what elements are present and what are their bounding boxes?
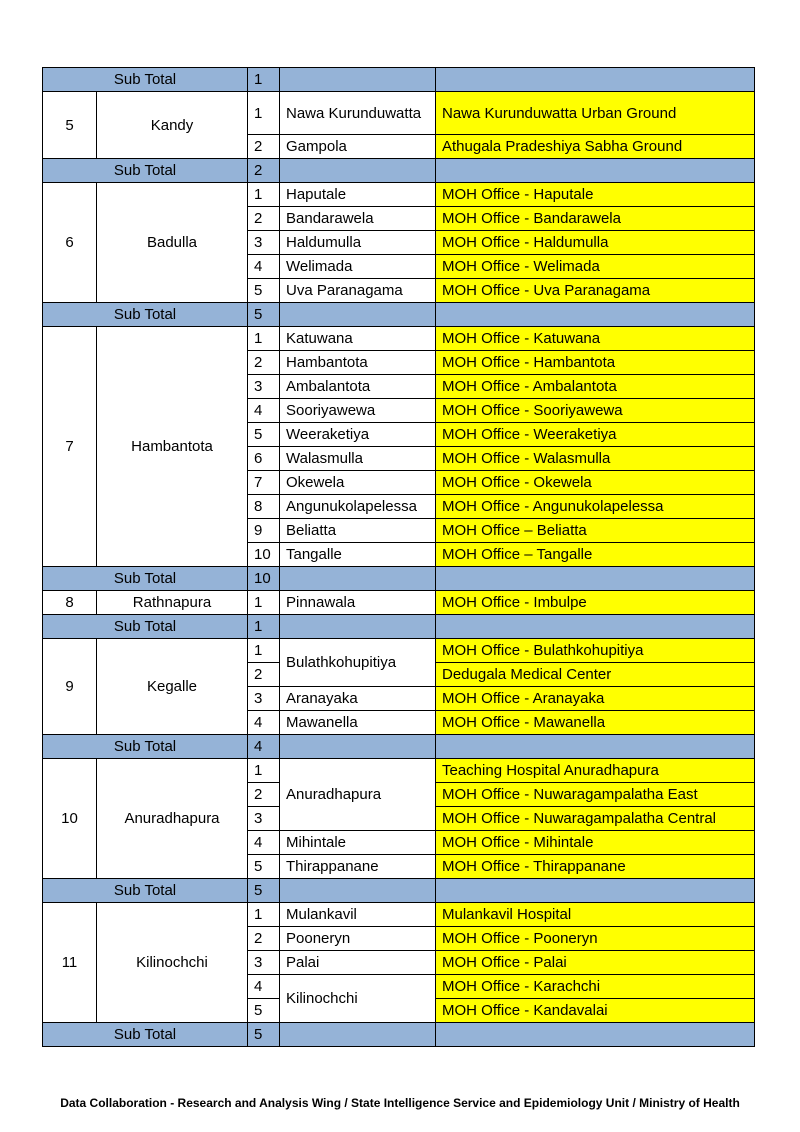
- venue-name: MOH Office – Beliatta: [436, 519, 755, 543]
- venue-name: MOH Office - Nuwaragampalatha Central: [436, 807, 755, 831]
- subtotal-value: 5: [248, 879, 280, 903]
- row-index: 3: [248, 687, 280, 711]
- subtotal-blank: [436, 303, 755, 327]
- subtotal-row: [43, 1023, 755, 1047]
- district-number: 5: [43, 92, 97, 159]
- row-index: 9: [248, 519, 280, 543]
- subtotal-row: [43, 303, 755, 327]
- venue-name: MOH Office - Walasmulla: [436, 447, 755, 471]
- area-name: Sooriyawewa: [280, 399, 436, 423]
- row-index: 2: [248, 207, 280, 231]
- venue-name: MOH Office - Welimada: [436, 255, 755, 279]
- subtotal-value: 2: [248, 159, 280, 183]
- area-name: Beliatta: [280, 519, 436, 543]
- subtotal-blank: [280, 159, 436, 183]
- venue-name: MOH Office – Tangalle: [436, 543, 755, 567]
- row-index: 1: [248, 183, 280, 207]
- area-name: Nawa Kurunduwatta: [280, 92, 436, 135]
- venue-name: MOH Office - Mihintale: [436, 831, 755, 855]
- subtotal-blank: [436, 159, 755, 183]
- venue-name: MOH Office - Angunukolapelessa: [436, 495, 755, 519]
- district-number: 8: [43, 591, 97, 615]
- subtotal-label: Sub Total: [43, 879, 248, 903]
- venue-name: MOH Office - Karachchi: [436, 975, 755, 999]
- subtotal-value: 5: [248, 1023, 280, 1047]
- row-index: 3: [248, 231, 280, 255]
- district-number: 10: [43, 759, 97, 879]
- district-name: Anuradhapura: [97, 759, 248, 879]
- area-name: Okewela: [280, 471, 436, 495]
- area-name: Kilinochchi: [280, 975, 436, 1023]
- area-name: Haldumulla: [280, 231, 436, 255]
- area-name: Weeraketiya: [280, 423, 436, 447]
- row-index: 1: [248, 759, 280, 783]
- venue-name: MOH Office - Ambalantota: [436, 375, 755, 399]
- row-index: 1: [248, 327, 280, 351]
- subtotal-label: Sub Total: [43, 735, 248, 759]
- area-name: Mulankavil: [280, 903, 436, 927]
- area-name: Hambantota: [280, 351, 436, 375]
- venue-name: MOH Office - Mawanella: [436, 711, 755, 735]
- venue-name: Nawa Kurunduwatta Urban Ground: [436, 92, 755, 135]
- table-row: [43, 639, 755, 663]
- table-row: [43, 903, 755, 927]
- venue-name: MOH Office - Hambantota: [436, 351, 755, 375]
- area-name: Gampola: [280, 135, 436, 159]
- row-index: 1: [248, 903, 280, 927]
- subtotal-blank: [436, 1023, 755, 1047]
- row-index: 5: [248, 423, 280, 447]
- subtotal-label: Sub Total: [43, 159, 248, 183]
- subtotal-blank: [280, 303, 436, 327]
- row-index: 4: [248, 831, 280, 855]
- subtotal-value: 4: [248, 735, 280, 759]
- row-index: 3: [248, 375, 280, 399]
- subtotal-value: 5: [248, 303, 280, 327]
- area-name: Haputale: [280, 183, 436, 207]
- venue-name: MOH Office - Haputale: [436, 183, 755, 207]
- venue-name: MOH Office - Weeraketiya: [436, 423, 755, 447]
- area-name: Pinnawala: [280, 591, 436, 615]
- venue-name: MOH Office - Thirappanane: [436, 855, 755, 879]
- subtotal-row: [43, 735, 755, 759]
- row-index: 2: [248, 351, 280, 375]
- subtotal-value: 1: [248, 615, 280, 639]
- area-name: Palai: [280, 951, 436, 975]
- venue-name: MOH Office - Okewela: [436, 471, 755, 495]
- row-index: 6: [248, 447, 280, 471]
- row-index: 7: [248, 471, 280, 495]
- subtotal-row: [43, 159, 755, 183]
- row-index: 4: [248, 975, 280, 999]
- area-name: Thirappanane: [280, 855, 436, 879]
- venue-name: MOH Office - Nuwaragampalatha East: [436, 783, 755, 807]
- row-index: 4: [248, 255, 280, 279]
- row-index: 4: [248, 711, 280, 735]
- row-index: 2: [248, 663, 280, 687]
- area-name: Pooneryn: [280, 927, 436, 951]
- venue-name: MOH Office - Bulathkohupitiya: [436, 639, 755, 663]
- subtotal-label: Sub Total: [43, 615, 248, 639]
- subtotal-blank: [280, 615, 436, 639]
- district-number: 11: [43, 903, 97, 1023]
- subtotal-row: [43, 567, 755, 591]
- subtotal-blank: [436, 735, 755, 759]
- subtotal-value: 1: [248, 68, 280, 92]
- venue-table-body: [43, 68, 755, 1047]
- area-name: Ambalantota: [280, 375, 436, 399]
- table-row: [43, 92, 755, 135]
- subtotal-blank: [280, 879, 436, 903]
- venue-name: Athugala Pradeshiya Sabha Ground: [436, 135, 755, 159]
- area-name: Welimada: [280, 255, 436, 279]
- subtotal-row: [43, 879, 755, 903]
- subtotal-label: Sub Total: [43, 303, 248, 327]
- row-index: 3: [248, 951, 280, 975]
- venue-name: MOH Office - Bandarawela: [436, 207, 755, 231]
- area-name: Angunukolapelessa: [280, 495, 436, 519]
- subtotal-row: [43, 615, 755, 639]
- area-name: Aranayaka: [280, 687, 436, 711]
- page-footer: Data Collaboration - Research and Analysis Wing / State Intelligence Service and Epidemiology Unit / Ministry of Health: [60, 1096, 740, 1110]
- subtotal-label: Sub Total: [43, 68, 248, 92]
- subtotal-blank: [436, 68, 755, 92]
- table-row: [43, 183, 755, 207]
- district-name: Kilinochchi: [97, 903, 248, 1023]
- subtotal-label: Sub Total: [43, 567, 248, 591]
- row-index: 2: [248, 783, 280, 807]
- area-name: Mihintale: [280, 831, 436, 855]
- row-index: 2: [248, 135, 280, 159]
- venue-table: [42, 67, 755, 1047]
- venue-name: Mulankavil Hospital: [436, 903, 755, 927]
- area-name: Katuwana: [280, 327, 436, 351]
- venue-name: MOH Office - Imbulpe: [436, 591, 755, 615]
- table-row: [43, 591, 755, 615]
- venue-name: MOH Office - Katuwana: [436, 327, 755, 351]
- venue-name: MOH Office - Palai: [436, 951, 755, 975]
- venue-name: MOH Office - Pooneryn: [436, 927, 755, 951]
- area-name: Anuradhapura: [280, 759, 436, 831]
- row-index: 2: [248, 927, 280, 951]
- subtotal-blank: [280, 68, 436, 92]
- row-index: 1: [248, 591, 280, 615]
- row-index: 1: [248, 92, 280, 135]
- row-index: 8: [248, 495, 280, 519]
- area-name: Tangalle: [280, 543, 436, 567]
- row-index: 3: [248, 807, 280, 831]
- venue-name: MOH Office - Kandavalai: [436, 999, 755, 1023]
- row-index: 5: [248, 999, 280, 1023]
- district-name: Rathnapura: [97, 591, 248, 615]
- row-index: 5: [248, 855, 280, 879]
- area-name: Bulathkohupitiya: [280, 639, 436, 687]
- row-index: 10: [248, 543, 280, 567]
- district-name: Hambantota: [97, 327, 248, 567]
- district-number: 6: [43, 183, 97, 303]
- district-number: 7: [43, 327, 97, 567]
- area-name: Bandarawela: [280, 207, 436, 231]
- district-name: Badulla: [97, 183, 248, 303]
- venue-name: MOH Office - Uva Paranagama: [436, 279, 755, 303]
- venue-name: MOH Office - Sooriyawewa: [436, 399, 755, 423]
- subtotal-row: [43, 68, 755, 92]
- venue-name: MOH Office - Haldumulla: [436, 231, 755, 255]
- subtotal-value: 10: [248, 567, 280, 591]
- area-name: Walasmulla: [280, 447, 436, 471]
- venue-name: Teaching Hospital Anuradhapura: [436, 759, 755, 783]
- district-number: 9: [43, 639, 97, 735]
- subtotal-blank: [436, 615, 755, 639]
- subtotal-blank: [280, 1023, 436, 1047]
- district-name: Kegalle: [97, 639, 248, 735]
- venue-name: MOH Office - Aranayaka: [436, 687, 755, 711]
- subtotal-blank: [280, 567, 436, 591]
- table-row: [43, 759, 755, 783]
- area-name: Uva Paranagama: [280, 279, 436, 303]
- district-name: Kandy: [97, 92, 248, 159]
- row-index: 5: [248, 279, 280, 303]
- row-index: 1: [248, 639, 280, 663]
- subtotal-label: Sub Total: [43, 1023, 248, 1047]
- area-name: Mawanella: [280, 711, 436, 735]
- table-row: [43, 327, 755, 351]
- subtotal-blank: [436, 567, 755, 591]
- venue-name: Dedugala Medical Center: [436, 663, 755, 687]
- subtotal-blank: [436, 879, 755, 903]
- subtotal-blank: [280, 735, 436, 759]
- row-index: 4: [248, 399, 280, 423]
